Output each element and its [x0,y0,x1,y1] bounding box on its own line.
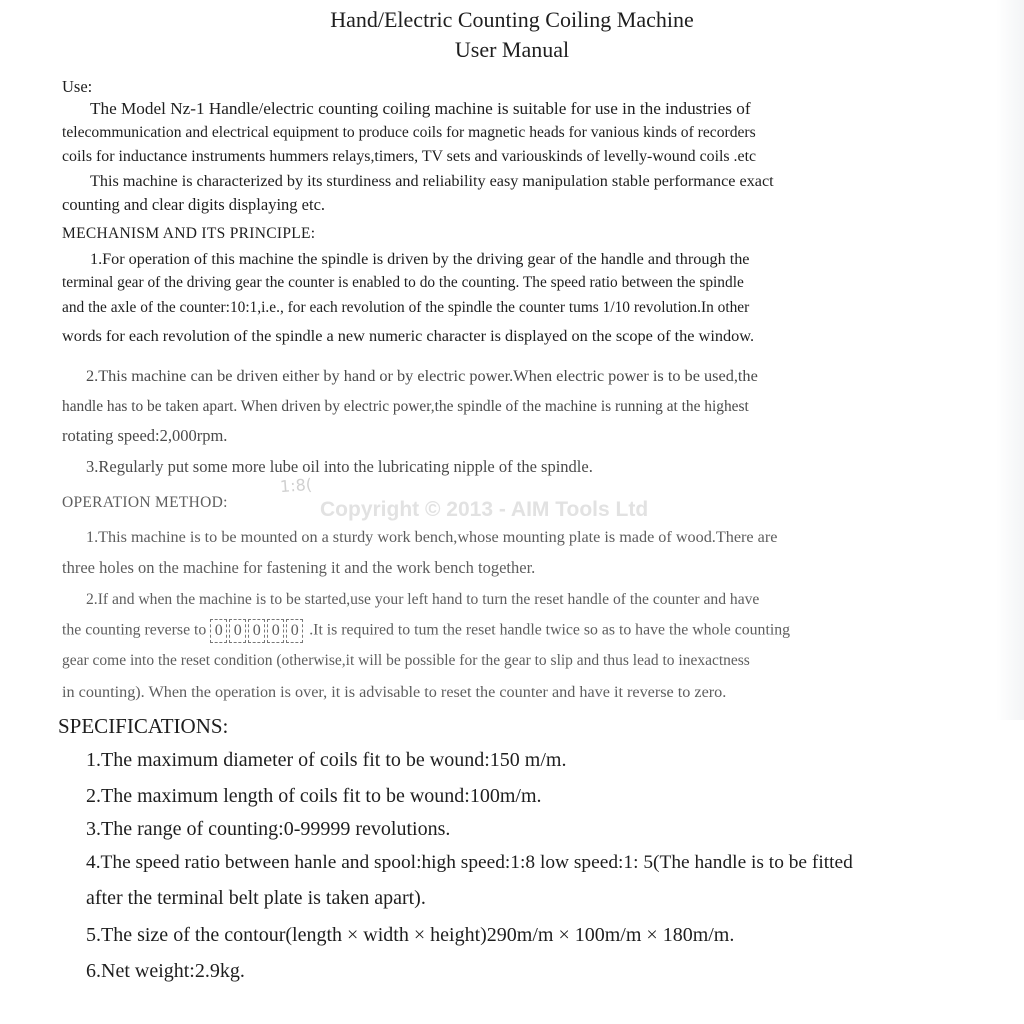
spec-item: after the terminal belt plate is taken apart). [86,887,426,909]
use-line: coils for inductance instruments hummers relays,timers, TV sets and variouskinds of levelly-wound coils .etc [62,148,757,165]
spec-item: 6.Net weight:2.9kg. [86,960,245,982]
specifications-heading: SPECIFICATIONS: [58,714,229,738]
use-line: telecommunication and electrical equipment to produce coils for magnetic heads for vanious kinds of recorders [62,124,756,141]
operation-line: 1.This machine is to be mounted on a sturdy work bench,whose mounting plate is made of wood.There are [86,528,778,546]
reverse-text-after: .It is required to tum the reset handle twice so as to have the whole counting [309,621,791,639]
mechanism-line: words for each revolution of the spindle a new numeric character is displayed on the scope of the window. [62,326,755,345]
spec-item: 3.The range of counting:0-99999 revolutions. [86,818,451,840]
spec-item: 5.The size of the contour(length × width × height)290m/m × 100m/m × 180m/m. [86,924,735,946]
counter-digit: 0 [210,619,227,643]
operation-line: three holes on the machine for fastening it and the work bench together. [62,558,536,577]
mechanism-line: handle has to be taken apart. When driven by electric power,the spindle of the machine is running at the highest [62,398,749,415]
scan-edge-shading [996,0,1024,720]
counter-digit: 0 [267,619,284,643]
document-title: Hand/Electric Counting Coiling Machine [330,7,694,32]
reverse-text-before: the counting reverse to [62,621,207,639]
use-heading: Use: [62,77,93,96]
spec-item: 4.The speed ratio between hanle and spool:high speed:1:8 low speed:1: 5(The handle is to be fitted [86,852,853,873]
counter-digit: 0 [229,619,246,643]
counter-digit: 0 [248,619,265,643]
counter-digit: 0 [286,619,303,643]
mechanism-line: and the axle of the counter:10:1,i.e., for each revolution of the spindle the counter tums 1/10 revolution.In other [62,299,750,316]
operation-line: in counting). When the operation is over, it is advisable to reset the counter and have it reverse to zero. [62,683,727,701]
operation-reverse-line [62,619,790,643]
mechanism-line: 2.This machine can be driven either by hand or by electric power.When electric power is to be used,the [86,366,758,385]
mechanism-line: rotating speed:2,000rpm. [62,426,228,445]
counter-digits-display [210,619,305,643]
copyright-watermark: Copyright © 2013 - AIM Tools Ltd [320,498,649,521]
mechanism-line: 3.Regularly put some more lube oil into the lubricating nipple of the spindle. [86,457,593,476]
operation-line: 2.If and when the machine is to be started,use your left hand to turn the reset handle of the counter and have [86,591,760,608]
use-line: The Model Nz-1 Handle/electric counting coiling machine is suitable for use in the industries of [90,99,751,118]
use-line: counting and clear digits displaying etc. [62,195,326,214]
document-subtitle: User Manual [454,37,570,62]
spec-item: 2.The maximum length of coils fit to be wound:100m/m. [86,785,542,807]
mechanism-heading: MECHANISM AND ITS PRINCIPLE: [62,225,316,242]
pencil-note: 1:8( [279,474,313,497]
spec-item: 1.The maximum diameter of coils fit to be wound:150 m/m. [86,749,567,771]
operation-line: gear come into the reset condition (otherwise,it will be possible for the gear to slip and thus lead to inexactness [62,652,750,669]
mechanism-line: terminal gear of the driving gear the counter is enabled to do the counting. The speed ratio between the spindle [62,274,744,291]
operation-heading: OPERATION METHOD: [62,494,228,511]
mechanism-line: 1.For operation of this machine the spindle is driven by the driving gear of the handle and through the [90,250,750,268]
use-line: This machine is characterized by its sturdiness and reliability easy manipulation stable performance exact [90,172,774,190]
